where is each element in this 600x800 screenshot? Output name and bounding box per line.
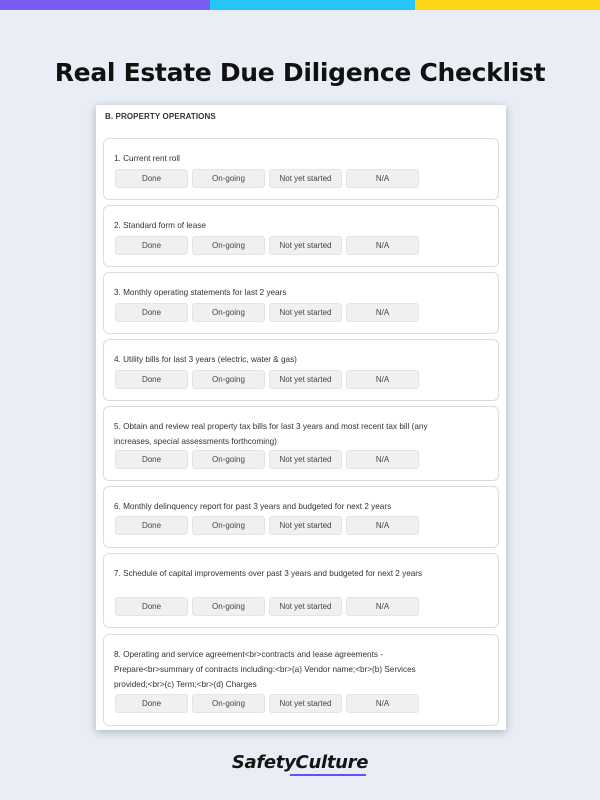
not-started-button[interactable]: Not yet started	[269, 516, 342, 535]
item-question: 1. Current rent roll	[114, 154, 180, 163]
ongoing-button[interactable]: On-going	[192, 516, 265, 535]
safetyculture-logo	[0, 752, 600, 773]
checklist-item-7	[103, 553, 499, 628]
not-started-button[interactable]: Not yet started	[269, 236, 342, 255]
ongoing-button[interactable]: On-going	[192, 694, 265, 713]
item-question: 8. Operating and service agreement<br>contracts and lease agreements - Prepare<br>summary of contracts including:<br>(a) Vendor name;<br>(b) Services provided;<br>(c) Term;<br>(d) Charges	[114, 650, 416, 689]
ongoing-button[interactable]: On-going	[192, 236, 265, 255]
response-options	[115, 516, 419, 535]
done-button[interactable]: Done	[115, 169, 188, 188]
ongoing-button[interactable]: On-going	[192, 303, 265, 322]
response-options	[115, 236, 419, 255]
item-question: 5. Obtain and review real property tax bills for last 3 years and most recent tax bill (any increases, special assessments forthcoming)	[114, 422, 428, 446]
checklist-item-6	[103, 486, 499, 548]
response-options	[115, 303, 419, 322]
na-button[interactable]: N/A	[346, 303, 419, 322]
ongoing-button[interactable]: On-going	[192, 370, 265, 389]
na-button[interactable]: N/A	[346, 370, 419, 389]
page-title: Real Estate Due Diligence Checklist	[54, 58, 546, 87]
top-color-bar	[0, 0, 600, 10]
done-button[interactable]: Done	[115, 516, 188, 535]
not-started-button[interactable]: Not yet started	[269, 370, 342, 389]
checklist-item-3	[103, 272, 499, 334]
done-button[interactable]: Done	[115, 597, 188, 616]
done-button[interactable]: Done	[115, 694, 188, 713]
top-bar-blue-segment	[210, 0, 415, 10]
ongoing-button[interactable]: On-going	[192, 450, 265, 469]
response-options	[115, 597, 419, 616]
not-started-button[interactable]: Not yet started	[269, 450, 342, 469]
done-button[interactable]: Done	[115, 303, 188, 322]
response-options	[115, 169, 419, 188]
na-button[interactable]: N/A	[346, 169, 419, 188]
na-button[interactable]: N/A	[346, 516, 419, 535]
not-started-button[interactable]: Not yet started	[269, 694, 342, 713]
top-bar-purple-segment	[0, 0, 210, 10]
response-options	[115, 370, 419, 389]
ongoing-button[interactable]: On-going	[192, 169, 265, 188]
not-started-button[interactable]: Not yet started	[269, 597, 342, 616]
checklist-item-2	[103, 205, 499, 267]
top-bar-yellow-segment	[415, 0, 600, 10]
done-button[interactable]: Done	[115, 450, 188, 469]
checklist-item-4	[103, 339, 499, 401]
ongoing-button[interactable]: On-going	[192, 597, 265, 616]
na-button[interactable]: N/A	[346, 450, 419, 469]
section-header: B. PROPERTY OPERATIONS	[105, 112, 216, 121]
logo-underline	[290, 774, 366, 776]
item-question: 2. Standard form of lease	[114, 221, 206, 230]
logo-text: SafetyCulture	[231, 752, 369, 773]
response-options	[115, 450, 419, 469]
not-started-button[interactable]: Not yet started	[269, 169, 342, 188]
item-question: 6. Monthly delinquency report for past 3 years and budgeted for next 2 years	[114, 502, 392, 511]
na-button[interactable]: N/A	[346, 694, 419, 713]
done-button[interactable]: Done	[115, 236, 188, 255]
response-options	[115, 694, 419, 713]
item-question: 4. Utility bills for last 3 years (electric, water & gas)	[114, 355, 297, 364]
na-button[interactable]: N/A	[346, 597, 419, 616]
not-started-button[interactable]: Not yet started	[269, 303, 342, 322]
checklist-document	[96, 105, 506, 730]
checklist-item-5	[103, 406, 499, 481]
done-button[interactable]: Done	[115, 370, 188, 389]
item-question: 3. Monthly operating statements for last 2 years	[114, 288, 287, 297]
checklist-item-8	[103, 634, 499, 726]
checklist-item-1	[103, 138, 499, 200]
item-question: 7. Schedule of capital improvements over past 3 years and budgeted for next 2 years	[114, 569, 423, 578]
na-button[interactable]: N/A	[346, 236, 419, 255]
